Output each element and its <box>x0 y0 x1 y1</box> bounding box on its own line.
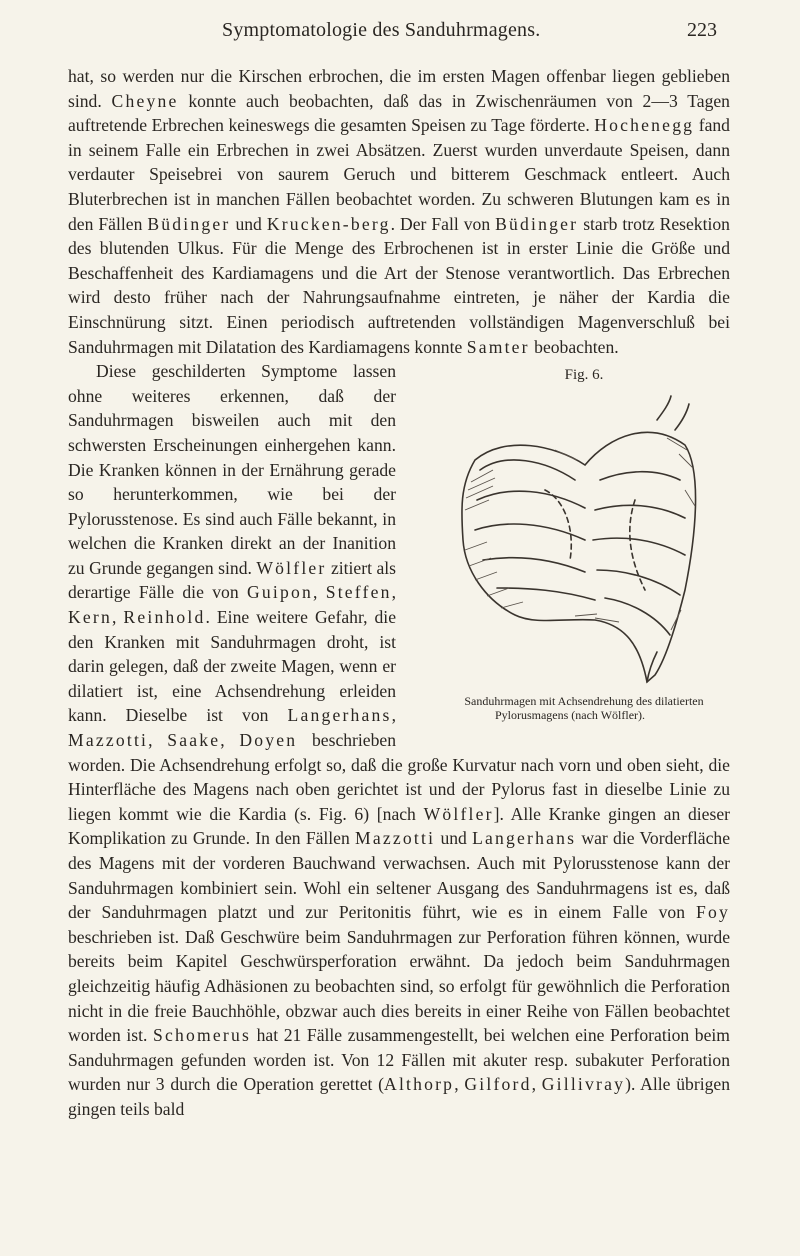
text-run: , <box>531 1074 542 1095</box>
page-header <box>172 16 717 44</box>
text-run: , <box>391 582 397 603</box>
text-run: starb trotz Resektion des blutenden Ulkus. Für die Menge des Erbrochenen ist in erster Linie die Größe und Beschaffenheit des Kardiamagens und die Art der Stenose verantwortlich. Das Erbrechen wird desto früher nach der Nahrungsaufnahme eintreten, je näher der Kardia die Einschnürung sitzt. Einen periodisch auftretenden vollständigen Magenverschluß bei Sanduhrmagen mit Dilatation des Kardiamagens konnte <box>68 213 730 357</box>
body-text <box>68 64 730 1122</box>
text-run: war die Vorderfläche des Magens mit der vorderen Bauchwand verwachsen. Auch mit Pylorusstenose kann der Sanduhrmagen kombiniert sein. Wohl ein seltener Ausgang des Sanduhrmagens ist es, daß der Sanduhrmagen platzt und zur Peritonitis führt, wie es in einem Falle von <box>68 828 731 923</box>
author-name: Krucken-berg <box>266 213 391 234</box>
author-name: Hochenegg <box>594 115 695 136</box>
author-name: Saake <box>167 730 221 751</box>
text-run: und <box>435 828 473 849</box>
text-run: und <box>230 213 267 234</box>
pylorus-tube <box>657 396 689 430</box>
paragraph-1 <box>68 64 730 359</box>
author-name: Althorp <box>384 1074 455 1095</box>
author-name: Büdinger <box>147 213 231 234</box>
text-run: , <box>111 607 124 628</box>
author-name: Mazzotti <box>355 828 436 849</box>
stomach-outline <box>462 432 696 682</box>
author-name: Kern <box>68 607 112 628</box>
text-run: konnte auch beobachten, daß das in Zwischenräumen von 2—3 Tagen auftretende Erbrechen keineswegs die gesamten Speisen zu Tage förderte. <box>68 90 730 136</box>
text-run: hat, so werden nur die Kirschen erbrochen, die im ersten Magen offenbar liegen geblieben sind. <box>68 66 730 111</box>
author-name: Mazzotti <box>68 730 149 751</box>
author-name: Langerhans <box>472 828 577 849</box>
author-name: Gilford <box>464 1074 532 1095</box>
author-name: Doyen <box>239 730 298 751</box>
text-run: fand in seinem Falle ein Erbrechen in zwei Absätzen. Zuerst wurden unverdaute Speisen, dann verdauter Speisebrei von saurem Geruch und bitterem Geschmack entleert. Auch Bluterbrechen ist in manchen Fällen beobachtet worden. Zu schweren Blutungen kam es in den Fällen <box>68 115 730 234</box>
author-name: Büdinger <box>495 213 579 234</box>
text-run: , <box>220 730 240 751</box>
text-run: , <box>391 705 396 726</box>
paragraph-2 <box>68 359 730 1121</box>
figure-6 <box>410 363 730 733</box>
author-name: Reinhold <box>123 607 206 628</box>
text-run: Diese geschilderten Symptome lassen ohne weiteres erkennen, daß der Sanduhrmagen bisweilen auch mit den schwersten Erscheinungen einhergehen kann. Die Kranken können in der Ernährung gerade so herunterkommen, wie bei der Pylorusstenose. Es sind auch Fälle bekannt, in welchen die Kranken direkt an der Inanition zu Grunde gegangen sind. <box>68 361 396 578</box>
text-run: . Der Fall von <box>390 213 496 234</box>
figure-label: Fig. 6. <box>564 367 604 384</box>
text-run: , <box>454 1074 465 1095</box>
author-name: Cheyne <box>111 90 179 111</box>
author-name: Wölfler <box>256 557 327 578</box>
text-run: , <box>312 582 326 603</box>
author-name: Gillivray <box>541 1074 626 1095</box>
text-run: ). Alle übrigen gingen teils bald <box>68 1074 730 1119</box>
author-name: Wölfler <box>423 803 494 824</box>
author-name: Langerhans <box>287 705 392 726</box>
author-name: Steffen <box>325 582 392 603</box>
text-run: beschrieben worden. Die Achsendrehung erfolgt so, daß die große Kurvatur nach vorn und oben sieht, die Hinterfläche des Magens nach oben gerichtet ist und der Pylorus fast in dieselbe Linie zu liegen kommt wie die Kardia (s. Fig. 6) [nach <box>68 730 730 824</box>
text-run: zitiert als derartige Fälle die von <box>68 557 396 603</box>
page-number: 223 <box>687 19 717 41</box>
text-run: hat 21 Fälle zusammengestellt, bei welchen eine Perforation beim Sanduhrmagen gefunden worden ist. Von 12 Fällen mit akuter resp. subakuter Perforation wurden nur 3 durch die Operation gerettet ( <box>68 1025 730 1095</box>
text-run: beschrieben ist. Daß Geschwüre beim Sanduhrmagen zur Perforation führen können, wurde bereits beim Kapitel Geschwürsperforation erwähnt. Da jedoch beim Sanduhrmagen gleichzeitig häufig Adhäsionen zu beobachten sind, so erfolgt für gewöhnlich die Perforation nicht in die freie Bauchhöhle, obzwar auch dies bereits in einer Reihe von Fällen beobachtet worden ist. <box>68 926 730 1046</box>
author-name: Schomerus <box>153 1025 251 1046</box>
hourglass-stomach-illustration <box>435 390 705 690</box>
author-name: Foy <box>696 902 730 923</box>
text-run: , <box>148 730 168 751</box>
text-run: beobachten. <box>529 336 619 357</box>
figure-caption: Sanduhrmagen mit Achsendrehung des dilatierten Pylorusmagens (nach Wölfler). <box>464 693 704 722</box>
text-run: ]. Alle Kranke gingen an dieser Komplikation zu Grunde. In den Fällen <box>68 803 730 849</box>
author-name: Samter <box>466 336 530 357</box>
author-name: Guipon <box>246 582 313 603</box>
text-run: . Eine weitere Gefahr, die den Kranken mit Sanduhrmagen droht, ist darin gelegen, daß der zweite Magen, wenn er dilatiert ist, eine Achsendrehung erleiden kann. Dieselbe ist von <box>68 607 397 726</box>
running-title: Symptomatologie des Sanduhrmagens. <box>222 19 541 41</box>
